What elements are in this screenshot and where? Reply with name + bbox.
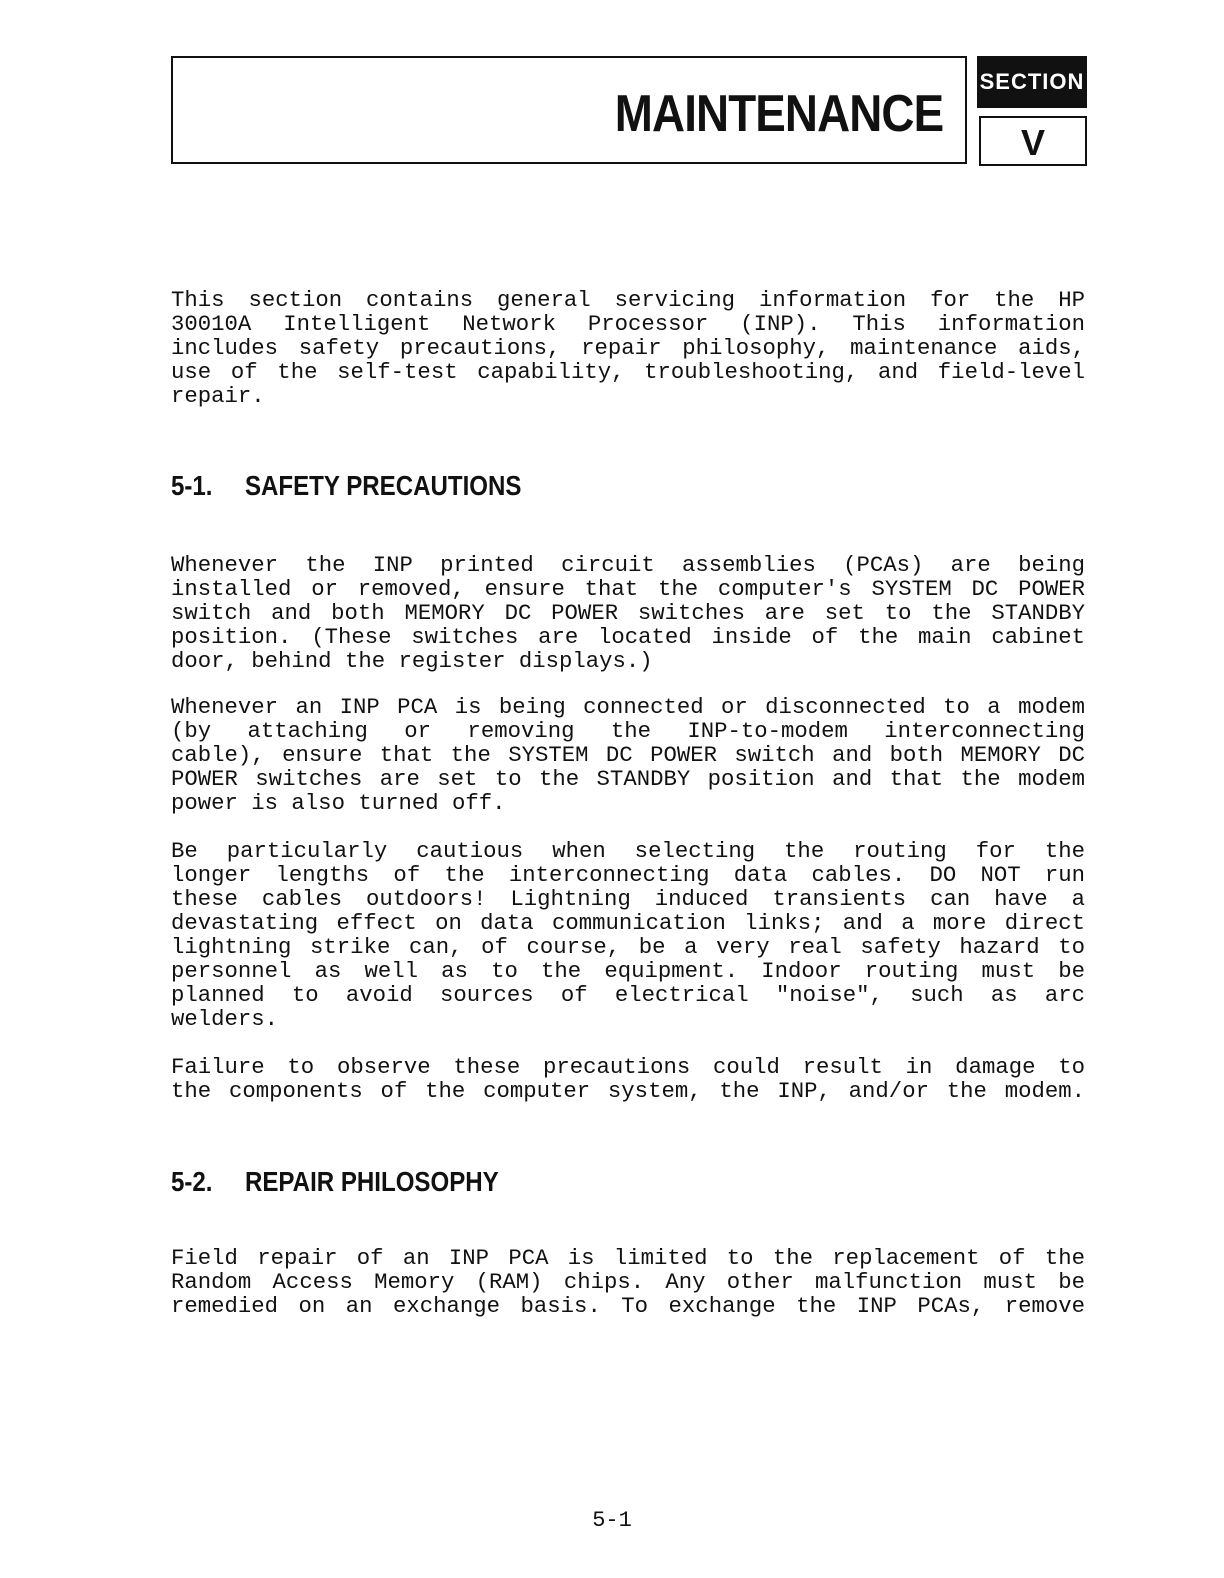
section-heading-safety bbox=[171, 470, 521, 502]
text-line: power is also turned off. bbox=[171, 790, 506, 816]
text-line: Failure to observe these precautions could result in damage to bbox=[171, 1054, 1085, 1080]
section-label: SECTION bbox=[977, 56, 1087, 108]
heading-title: REPAIR PHILOSOPHY bbox=[244, 1166, 499, 1197]
text-line: remedied on an exchange basis. To exchange the INP PCAs, remove bbox=[171, 1293, 1085, 1319]
text-line: repair. bbox=[171, 383, 265, 409]
text-line: Whenever the INP printed circuit assemblies (PCAs) are being bbox=[171, 552, 1085, 578]
intro-paragraph bbox=[171, 288, 1085, 408]
title-box bbox=[171, 56, 967, 164]
text-line: lightning strike can, of course, be a very real safety hazard to bbox=[171, 934, 1085, 960]
heading-title: SAFETY PRECAUTIONS bbox=[244, 470, 522, 501]
text-line: these cables outdoors! Lightning induced transients can have a bbox=[171, 886, 1085, 912]
text-line: planned to avoid sources of electrical "noise", such as arc bbox=[171, 982, 1085, 1008]
text-line: Be particularly cautious when selecting the routing for the bbox=[171, 838, 1085, 864]
text-line: devastating effect on data communication links; and a more direct bbox=[171, 910, 1085, 936]
safety-paragraph-1 bbox=[171, 553, 1085, 673]
text-line: Random Access Memory (RAM) chips. Any other malfunction must be bbox=[171, 1269, 1085, 1295]
text-line: Field repair of an INP PCA is limited to the replacement of the bbox=[171, 1245, 1085, 1271]
safety-paragraph-3 bbox=[171, 839, 1085, 1031]
text-line: use of the self-test capability, troubleshooting, and field-level bbox=[171, 359, 1085, 385]
repair-paragraph-1 bbox=[171, 1246, 1085, 1318]
page-number: 5-1 bbox=[592, 1508, 632, 1533]
page-title: MAINTENANCE bbox=[614, 85, 943, 143]
safety-paragraph-4 bbox=[171, 1055, 1085, 1103]
text-line: longer lengths of the interconnecting data cables. DO NOT run bbox=[171, 862, 1085, 888]
text-line: switch and both MEMORY DC POWER switches are set to the STANDBY bbox=[171, 600, 1085, 626]
heading-number: 5-1. bbox=[171, 470, 213, 501]
text-line: position. (These switches are located inside of the main cabinet bbox=[171, 624, 1085, 650]
text-line: 30010A Intelligent Network Processor (INP). This information bbox=[171, 311, 1085, 337]
section-heading-repair bbox=[171, 1166, 499, 1198]
text-line: cable), ensure that the SYSTEM DC POWER switch and both MEMORY DC bbox=[171, 742, 1085, 768]
safety-paragraph-2 bbox=[171, 695, 1085, 815]
section-number: V bbox=[979, 116, 1087, 166]
text-line: This section contains general servicing information for the HP bbox=[171, 287, 1085, 313]
text-line: the components of the computer system, the INP, and/or the modem. bbox=[171, 1078, 1085, 1104]
heading-number: 5-2. bbox=[171, 1166, 213, 1197]
text-line: door, behind the register displays.) bbox=[171, 648, 653, 674]
text-line: personnel as well as to the equipment. Indoor routing must be bbox=[171, 958, 1085, 984]
text-line: welders. bbox=[171, 1006, 279, 1032]
text-line: (by attaching or removing the INP-to-modem interconnecting bbox=[171, 718, 1085, 744]
text-line: POWER switches are set to the STANDBY position and that the modem bbox=[171, 766, 1085, 792]
text-line: installed or removed, ensure that the computer's SYSTEM DC POWER bbox=[171, 576, 1085, 602]
text-line: Whenever an INP PCA is being connected or disconnected to a modem bbox=[171, 694, 1085, 720]
text-line: includes safety precautions, repair philosophy, maintenance aids, bbox=[171, 335, 1085, 361]
